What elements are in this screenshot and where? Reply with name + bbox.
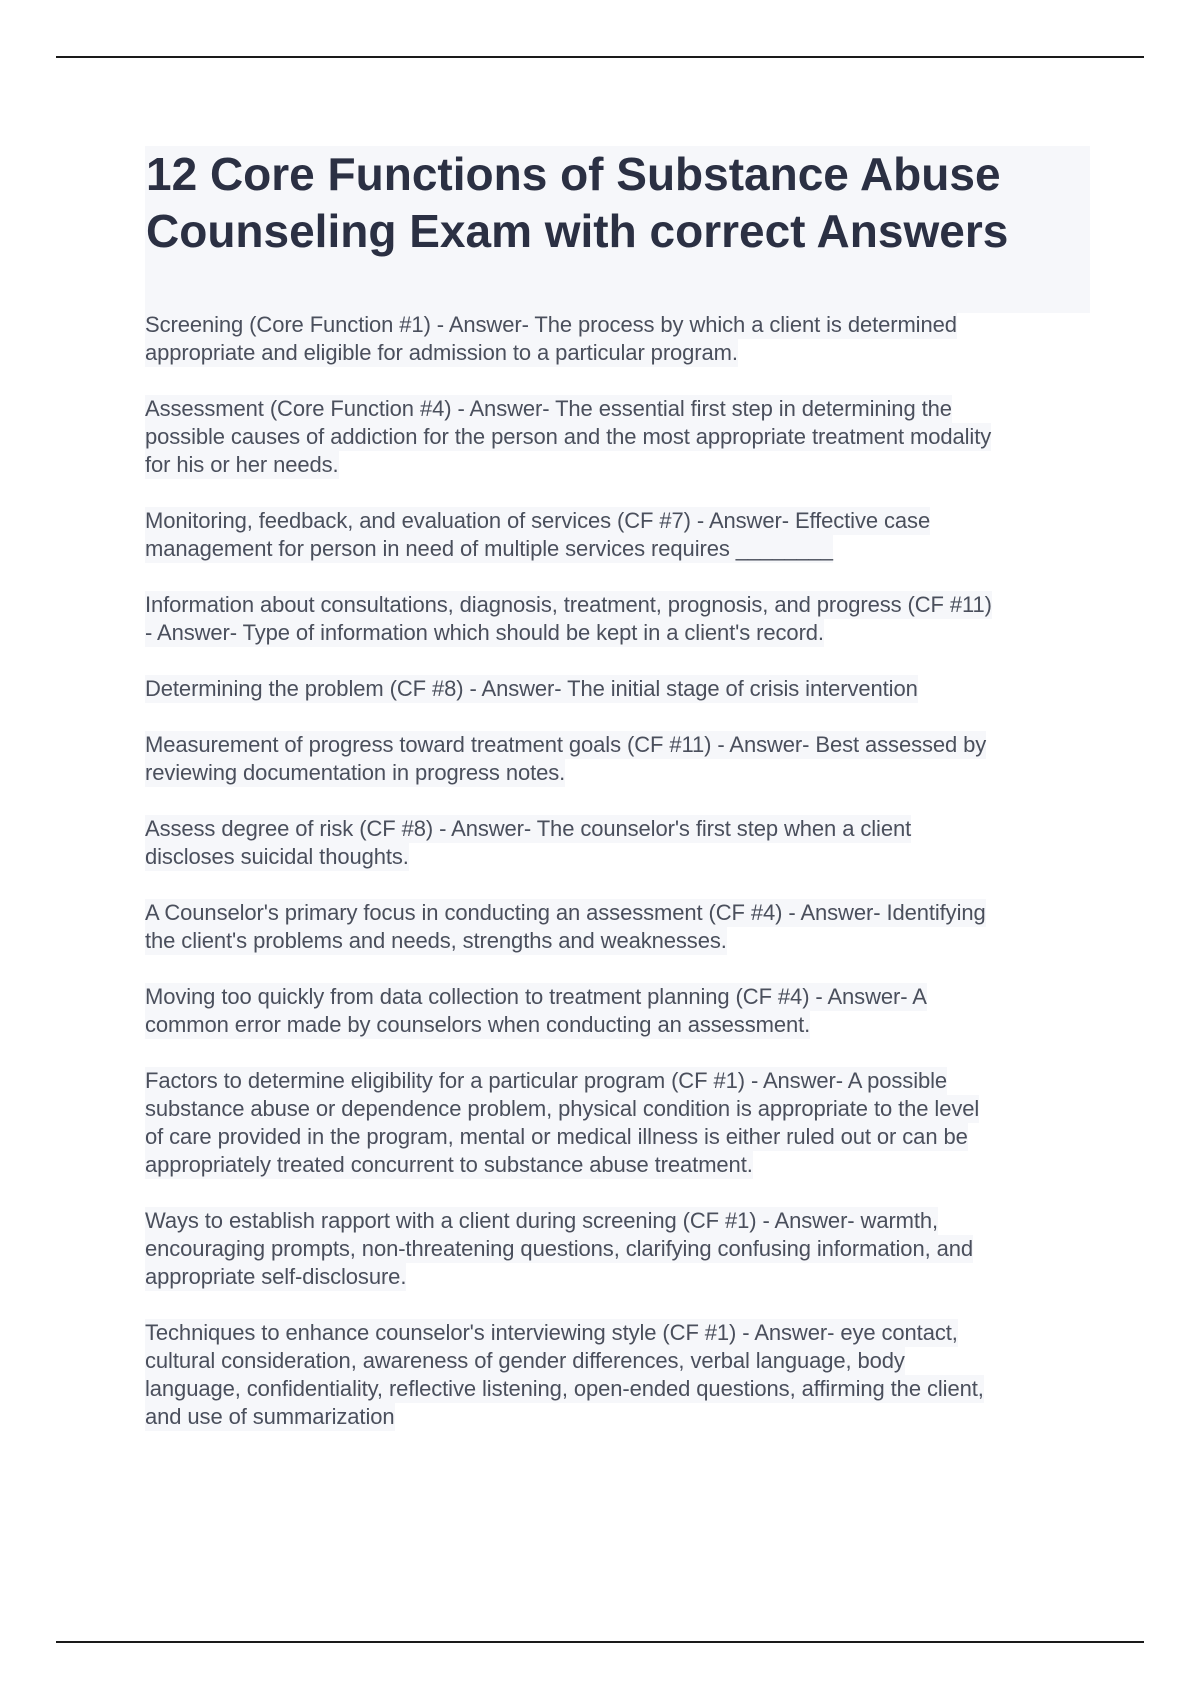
qa-text: discloses suicidal thoughts. (145, 844, 409, 869)
qa-line (145, 843, 1095, 871)
qa-line (145, 1067, 1095, 1095)
qa-line (145, 1235, 1095, 1263)
qa-item (145, 899, 1095, 955)
qa-item (145, 1319, 1095, 1431)
document-title (145, 146, 1090, 313)
qa-text: language, confidentiality, reflective listening, open-ended questions, affirming the client, (145, 1376, 984, 1401)
qa-text: Determining the problem (CF #8) - Answer- The initial stage of crisis intervention (145, 676, 918, 701)
title-line: Counseling Exam with correct Answers (146, 205, 1009, 257)
qa-line (145, 423, 1095, 451)
qa-text: appropriate self-disclosure. (145, 1264, 407, 1289)
qa-line (145, 451, 1095, 479)
qa-line (145, 535, 1095, 563)
qa-text: for his or her needs. (145, 452, 339, 477)
qa-line (145, 1095, 1095, 1123)
qa-line (145, 1347, 1095, 1375)
qa-text: Ways to establish rapport with a client during screening (CF #1) - Answer- warmth, (145, 1208, 939, 1233)
qa-text: and use of summarization (145, 1404, 395, 1429)
qa-text: Monitoring, feedback, and evaluation of services (CF #7) - Answer- Effective case (145, 508, 931, 533)
qa-text: Measurement of progress toward treatment goals (CF #11) - Answer- Best assessed by (145, 732, 987, 757)
qa-item (145, 815, 1095, 871)
qa-text: Screening (Core Function #1) - Answer- The process by which a client is determined (145, 312, 957, 337)
qa-text: Information about consultations, diagnosis, treatment, prognosis, and progress (CF #11) (145, 592, 992, 617)
qa-item (145, 507, 1095, 563)
qa-item (145, 983, 1095, 1039)
qa-text: appropriately treated concurrent to substance abuse treatment. (145, 1152, 753, 1177)
qa-item (145, 1067, 1095, 1179)
qa-text: cultural consideration, awareness of gender differences, verbal language, body (145, 1348, 905, 1373)
qa-text: Assess degree of risk (CF #8) - Answer- The counselor's first step when a client (145, 816, 912, 841)
qa-item (145, 731, 1095, 787)
qa-text: of care provided in the program, mental or medical illness is either ruled out or can be (145, 1124, 968, 1149)
qa-line (145, 1403, 1095, 1431)
qa-text: Assessment (Core Function #4) - Answer- The essential first step in determining the (145, 396, 952, 421)
qa-text: possible causes of addiction for the person and the most appropriate treatment modality (145, 424, 992, 449)
title-line: 12 Core Functions of Substance Abuse (146, 148, 1001, 200)
qa-text: the client's problems and needs, strengths and weaknesses. (145, 928, 727, 953)
qa-line (145, 1207, 1095, 1235)
qa-text: common error made by counselors when conducting an assessment. (145, 1012, 811, 1037)
qa-text: substance abuse or dependence problem, physical condition is appropriate to the level (145, 1096, 980, 1121)
qa-line (145, 899, 1095, 927)
qa-line (145, 1123, 1095, 1151)
qa-text: Factors to determine eligibility for a particular program (CF #1) - Answer- A possible (145, 1068, 948, 1093)
qa-text: - Answer- Type of information which should be kept in a client's record. (145, 620, 824, 645)
qa-item (145, 311, 1095, 367)
qa-line (145, 1319, 1095, 1347)
qa-item (145, 395, 1095, 479)
qa-line (145, 395, 1095, 423)
qa-item (145, 1207, 1095, 1291)
qa-line (145, 507, 1095, 535)
qa-line (145, 675, 1095, 703)
qa-line (145, 731, 1095, 759)
qa-text: encouraging prompts, non-threatening questions, clarifying confusing information, and (145, 1236, 974, 1261)
qa-text: Techniques to enhance counselor's interviewing style (CF #1) - Answer- eye contact, (145, 1320, 958, 1345)
qa-text: management for person in need of multiple services requires ________ (145, 536, 833, 561)
qa-line (145, 591, 1095, 619)
qa-line (145, 619, 1095, 647)
qa-line (145, 759, 1095, 787)
qa-line (145, 1375, 1095, 1403)
qa-line (145, 1151, 1095, 1179)
qa-line (145, 311, 1095, 339)
qa-item (145, 675, 1095, 703)
qa-line (145, 815, 1095, 843)
top-rule (56, 56, 1144, 58)
bottom-rule (56, 1641, 1144, 1643)
qa-line (145, 927, 1095, 955)
qa-line (145, 339, 1095, 367)
qa-list (145, 311, 1095, 1459)
qa-line (145, 1011, 1095, 1039)
qa-text: A Counselor's primary focus in conducting an assessment (CF #4) - Answer- Identifying (145, 900, 986, 925)
qa-line (145, 1263, 1095, 1291)
qa-item (145, 591, 1095, 647)
qa-text: reviewing documentation in progress notes. (145, 760, 566, 785)
qa-line (145, 983, 1095, 1011)
qa-text: Moving too quickly from data collection to treatment planning (CF #4) - Answer- A (145, 984, 927, 1009)
qa-text: appropriate and eligible for admission to a particular program. (145, 340, 738, 365)
